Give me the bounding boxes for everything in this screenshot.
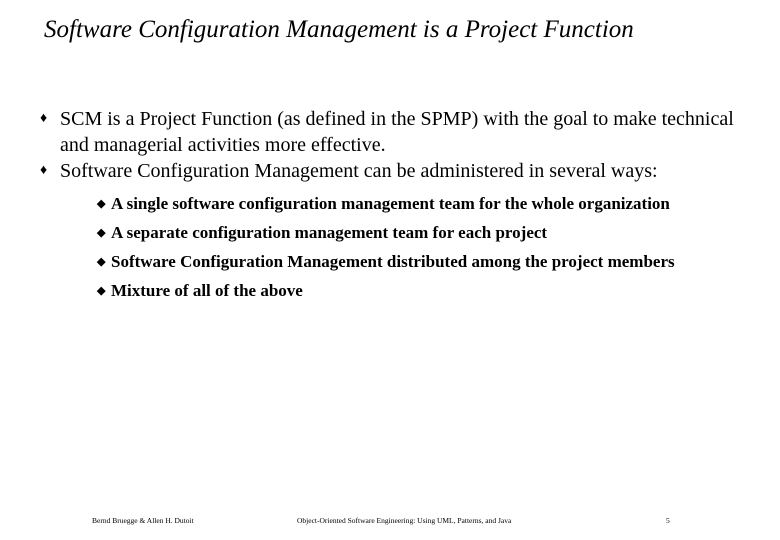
footer-authors: Bernd Bruegge & Allen H. Dutoit <box>92 516 194 525</box>
footer-page-number: 5 <box>666 516 670 525</box>
sub-bullet-item <box>97 223 697 243</box>
slide-title: Software Configuration Management is a Project Function <box>44 16 634 43</box>
bullet-text: Software Configuration Management can be administered in several ways: <box>60 160 658 182</box>
bullet-list <box>40 106 740 310</box>
sub-bullet-marker-icon: ◆ <box>97 198 106 210</box>
sub-bullet-item <box>97 281 697 301</box>
sub-bullet-text: Mixture of all of the above <box>111 281 303 300</box>
sub-bullet-text: Software Configuration Management distributed among the project members <box>111 252 675 271</box>
sub-bullet-marker-icon: ◆ <box>97 256 106 268</box>
bullet-text: SCM is a Project Function (as defined in the SPMP) with the goal to make technical and managerial activities more effective. <box>60 108 734 156</box>
bullet-item <box>40 106 740 158</box>
bullet-marker-icon: ♦ <box>40 111 48 126</box>
sub-bullet-list <box>97 194 697 301</box>
sub-bullet-item <box>97 252 697 272</box>
sub-bullet-text: A separate configuration management team for each project <box>111 223 548 242</box>
bullet-item <box>40 158 740 301</box>
bullet-marker-icon: ♦ <box>40 163 48 178</box>
footer-book-title: Object-Oriented Software Engineering: Using UML, Patterns, and Java <box>297 516 512 525</box>
sub-bullet-marker-icon: ◆ <box>97 285 106 297</box>
sub-bullet-text: A single software configuration management team for the whole organization <box>111 194 670 213</box>
sub-bullet-marker-icon: ◆ <box>97 227 106 239</box>
sub-bullet-item <box>97 194 697 214</box>
